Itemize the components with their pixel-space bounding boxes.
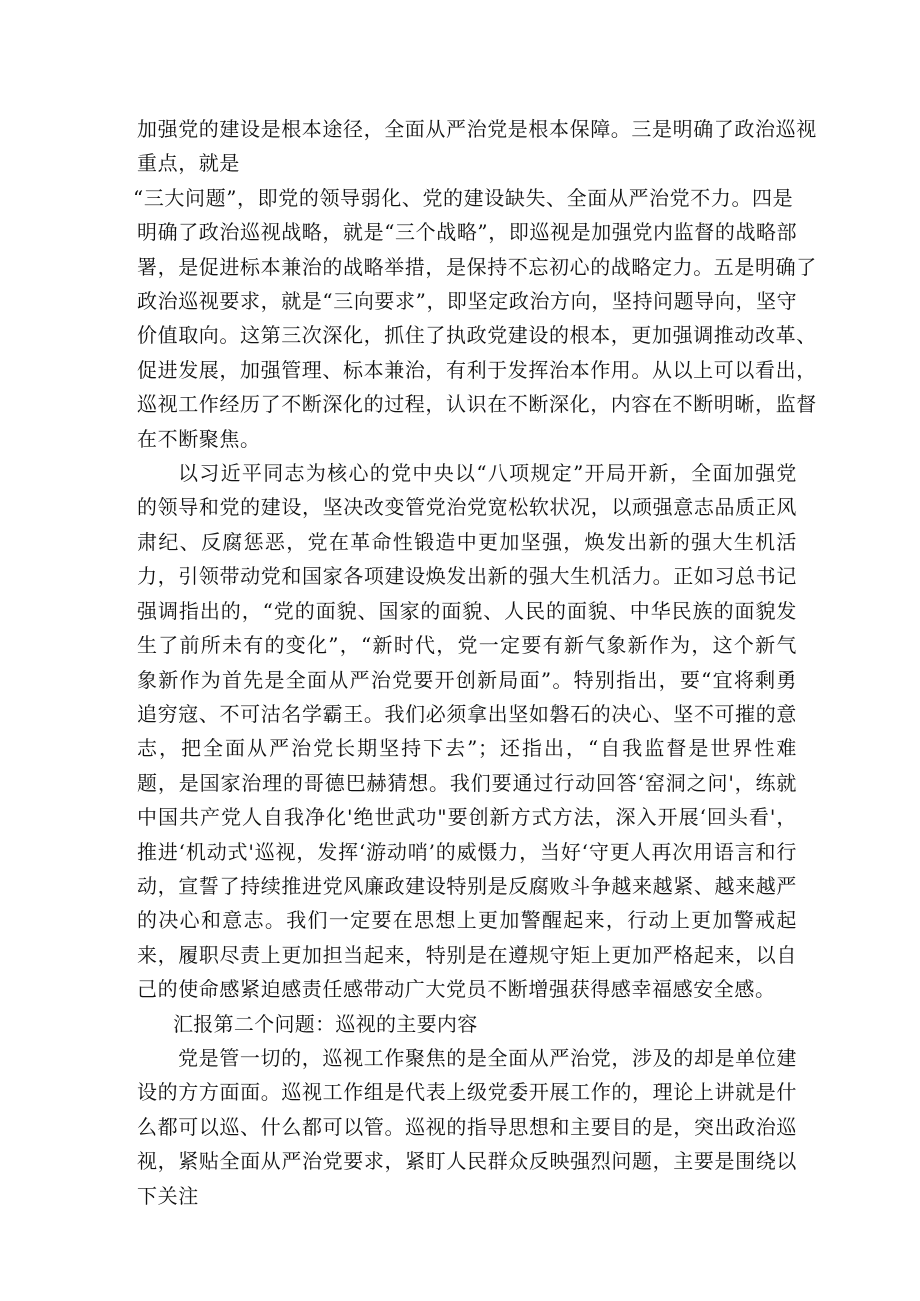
text-line: 重点，就是 <box>137 151 240 176</box>
text-line: 促进发展，加强管理、标本兼治，有利于发挥治本作用。从以上可以看出， <box>137 357 817 382</box>
text-line: 价值取向。这第三次深化，抓住了执政党建设的根本，更加强调推动改革、 <box>137 323 817 348</box>
text-line: 明确了政治巡视战略，就是“三个战略”，即巡视是加强党内监督的战略部 <box>137 220 798 245</box>
text-line: 政治巡视要求，就是“三向要求”，即坚定政治方向，坚持问题导向，坚守 <box>137 289 798 314</box>
paragraph-3: 党是管一切的，巡视工作聚焦的是全面从严治党，涉及的却是单位建设的方方面面。巡视工作组是代表上级党委开展工作的，理论上讲就是什么都可以巡、什么都可以管。巡视的指导思想和主要目的是，突出政治巡视，紧贴全面从严治党要求，紧盯人民群众反映强烈问题，主要是围绕以下关注 <box>137 1045 797 1208</box>
text-line: 加强党的建设是根本途径，全面从严治党是根本保障。三是明确了政治巡视 <box>137 117 817 141</box>
text-line: 署，是促进标本兼治的战略举措，是保持不忘初心的战略定力。五是明确了 <box>137 254 817 279</box>
text-line: 巡视工作经历了不断深化的过程，认识在不断深化，内容在不断明晰，监督 <box>137 392 817 417</box>
paragraph-1 <box>133 112 817 456</box>
text-line: “三大问题”，即党的领导弱化、党的建设缺失、全面从严治党不力。四是 <box>133 185 794 210</box>
paragraph-2: 以习近平同志为核心的党中央以“八项规定”开局开新，全面加强党的领导和党的建设，坚决改变管党治党宽松软状况，以顽强意志品质正风肃纪、反腐惩恶，党在革命性锻造中更加坚强，焕发出新的强大生机活力，引领带动党和国家各项建设焕发出新的强大生机活力。正如习总书记强调指出的，“党的面貌、国家的面貌、人民的面貌、中华民族的面貌发生了前所未有的变化”，“新时代，党一定要有新气象新作为，这个新气象新作为首先是全面从严治党要开创新局面”。特别指出，要“宜将剩勇追穷寇、不可沽名学霸王。我们必须拿出坚如磐石的决心、坚不可摧的意志，把全面从严治党长期坚持下去”；还指出，“自我监督是世界性难题，是国家治理的哥德巴赫猜想。我们要通过行动回答‘窑洞之问'，练就中国共产党人自我净化'绝世武功"要创新方式方法，深入开展‘回头看'，推进‘机动式'巡视，发挥‘游动哨’的威慑力，当好‘守更人再次用语言和行动，宣誓了持续推进党风廉政建设特别是反腐败斗争越来越紧、越来越严的决心和意志。我们一定要在思想上更加警醒起来，行动上更加警戒起来，履职尽责上更加担当起来，特别是在遵规守矩上更加严格起来，以自己的使命感紧迫感责任感带动广大党员不断增强获得感幸福感安全感。 <box>137 461 797 1002</box>
text-line: 在不断聚焦。 <box>137 426 261 451</box>
section-heading: 汇报第二个问题：巡视的主要内容 <box>173 1011 478 1036</box>
document-body <box>133 112 817 1213</box>
